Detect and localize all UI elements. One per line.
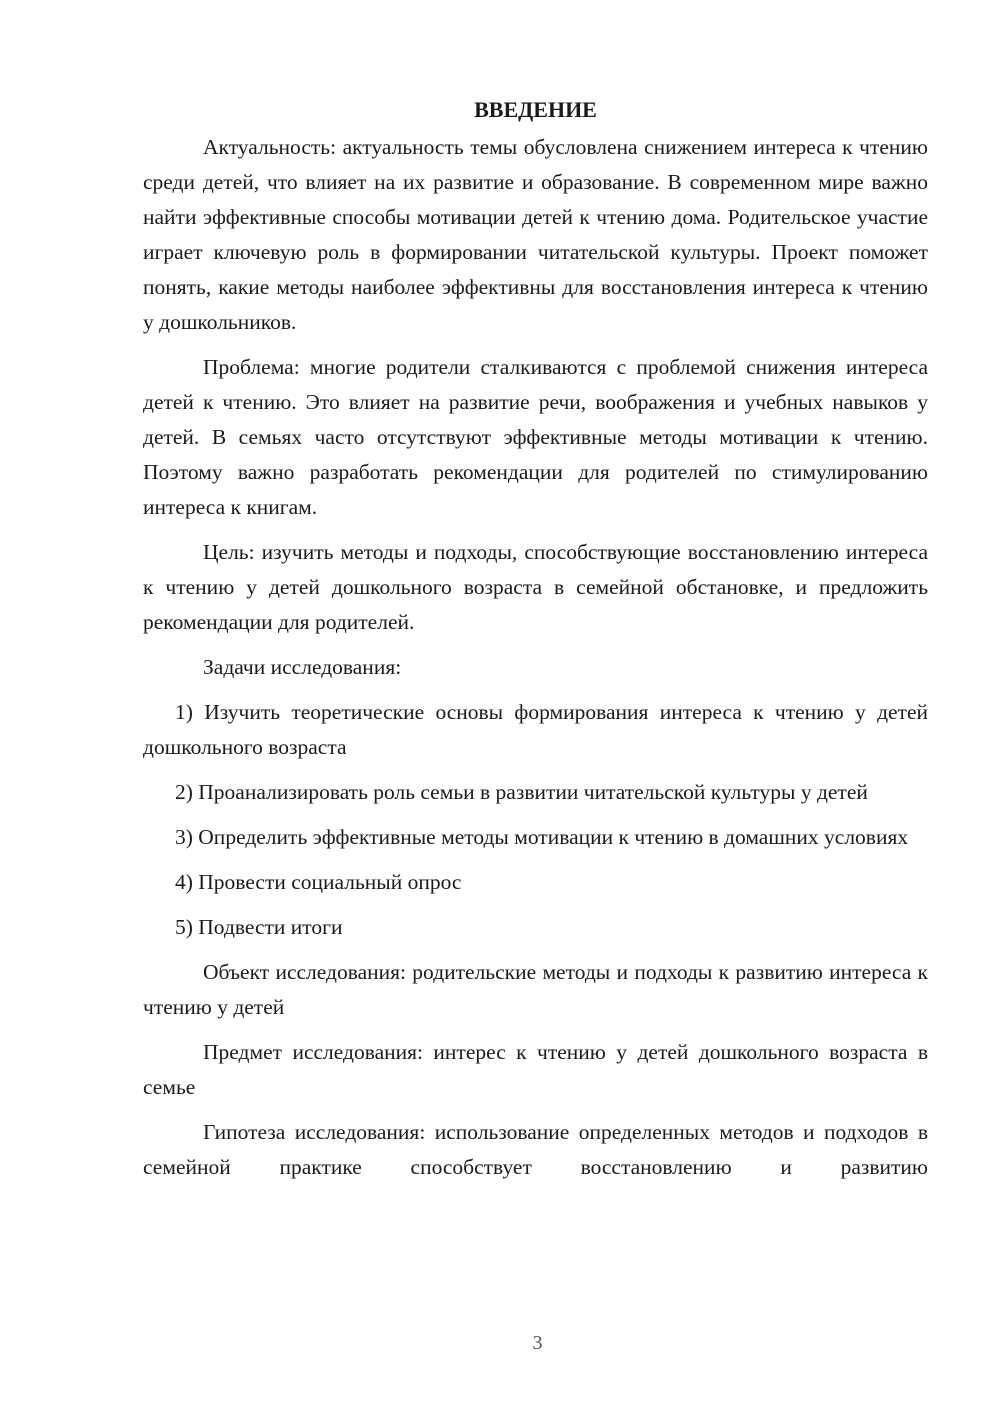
problem-paragraph: Проблема: многие родители сталкиваются с проблемой снижения интереса детей к чтению. Это влияет на развитие речи, воображения и учебных навыков у детей. В семьях часто отсутствуют эффективные методы мотивации к чтению. Поэтому важно разработать рекомендации для родителей по стимулированию интереса к книгам. <box>143 355 928 519</box>
task-item: 1) Изучить теоретические основы формирования интереса к чтению у детей дошкольного возраста <box>143 700 928 759</box>
task-item: 4) Провести социальный опрос <box>175 870 462 894</box>
goal-paragraph: Цель: изучить методы и подходы, способствующие восстановлению интереса к чтению у детей дошкольного возраста в семейной обстановке, и предложить рекомендации для родителей. <box>143 540 928 634</box>
page-number: 3 <box>532 1332 543 1354</box>
document-page <box>143 92 928 1195</box>
task-item: 2) Проанализировать роль семьи в развитии читательской культуры у детей <box>175 780 868 804</box>
tasks-heading: Задачи исследования: <box>203 655 402 679</box>
research-object-paragraph: Объект исследования: родительские методы и подходы к развитию интереса к чтению у детей <box>143 960 928 1019</box>
task-item: 5) Подвести итоги <box>175 915 343 939</box>
page-title: ВВЕДЕНИЕ <box>474 97 597 122</box>
hypothesis-paragraph: Гипотеза исследования: использование определенных методов и подходов в семейной практике способствует восстановлению и развитию <box>143 1120 928 1179</box>
task-item: 3) Определить эффективные методы мотивации к чтению в домашних условиях <box>175 825 909 849</box>
relevance-paragraph: Актуальность: актуальность темы обусловлена снижением интереса к чтению среди детей, что влияет на их развитие и образование. В современном мире важно найти эффективные способы мотивации детей к чтению дома. Родительское участие играет ключевую роль в формировании читательской культуры. Проект поможет понять, какие методы наиболее эффективны для восстановления интереса к чтению у дошкольников. <box>143 135 928 334</box>
research-subject-paragraph: Предмет исследования: интерес к чтению у детей дошкольного возраста в семье <box>143 1040 928 1099</box>
